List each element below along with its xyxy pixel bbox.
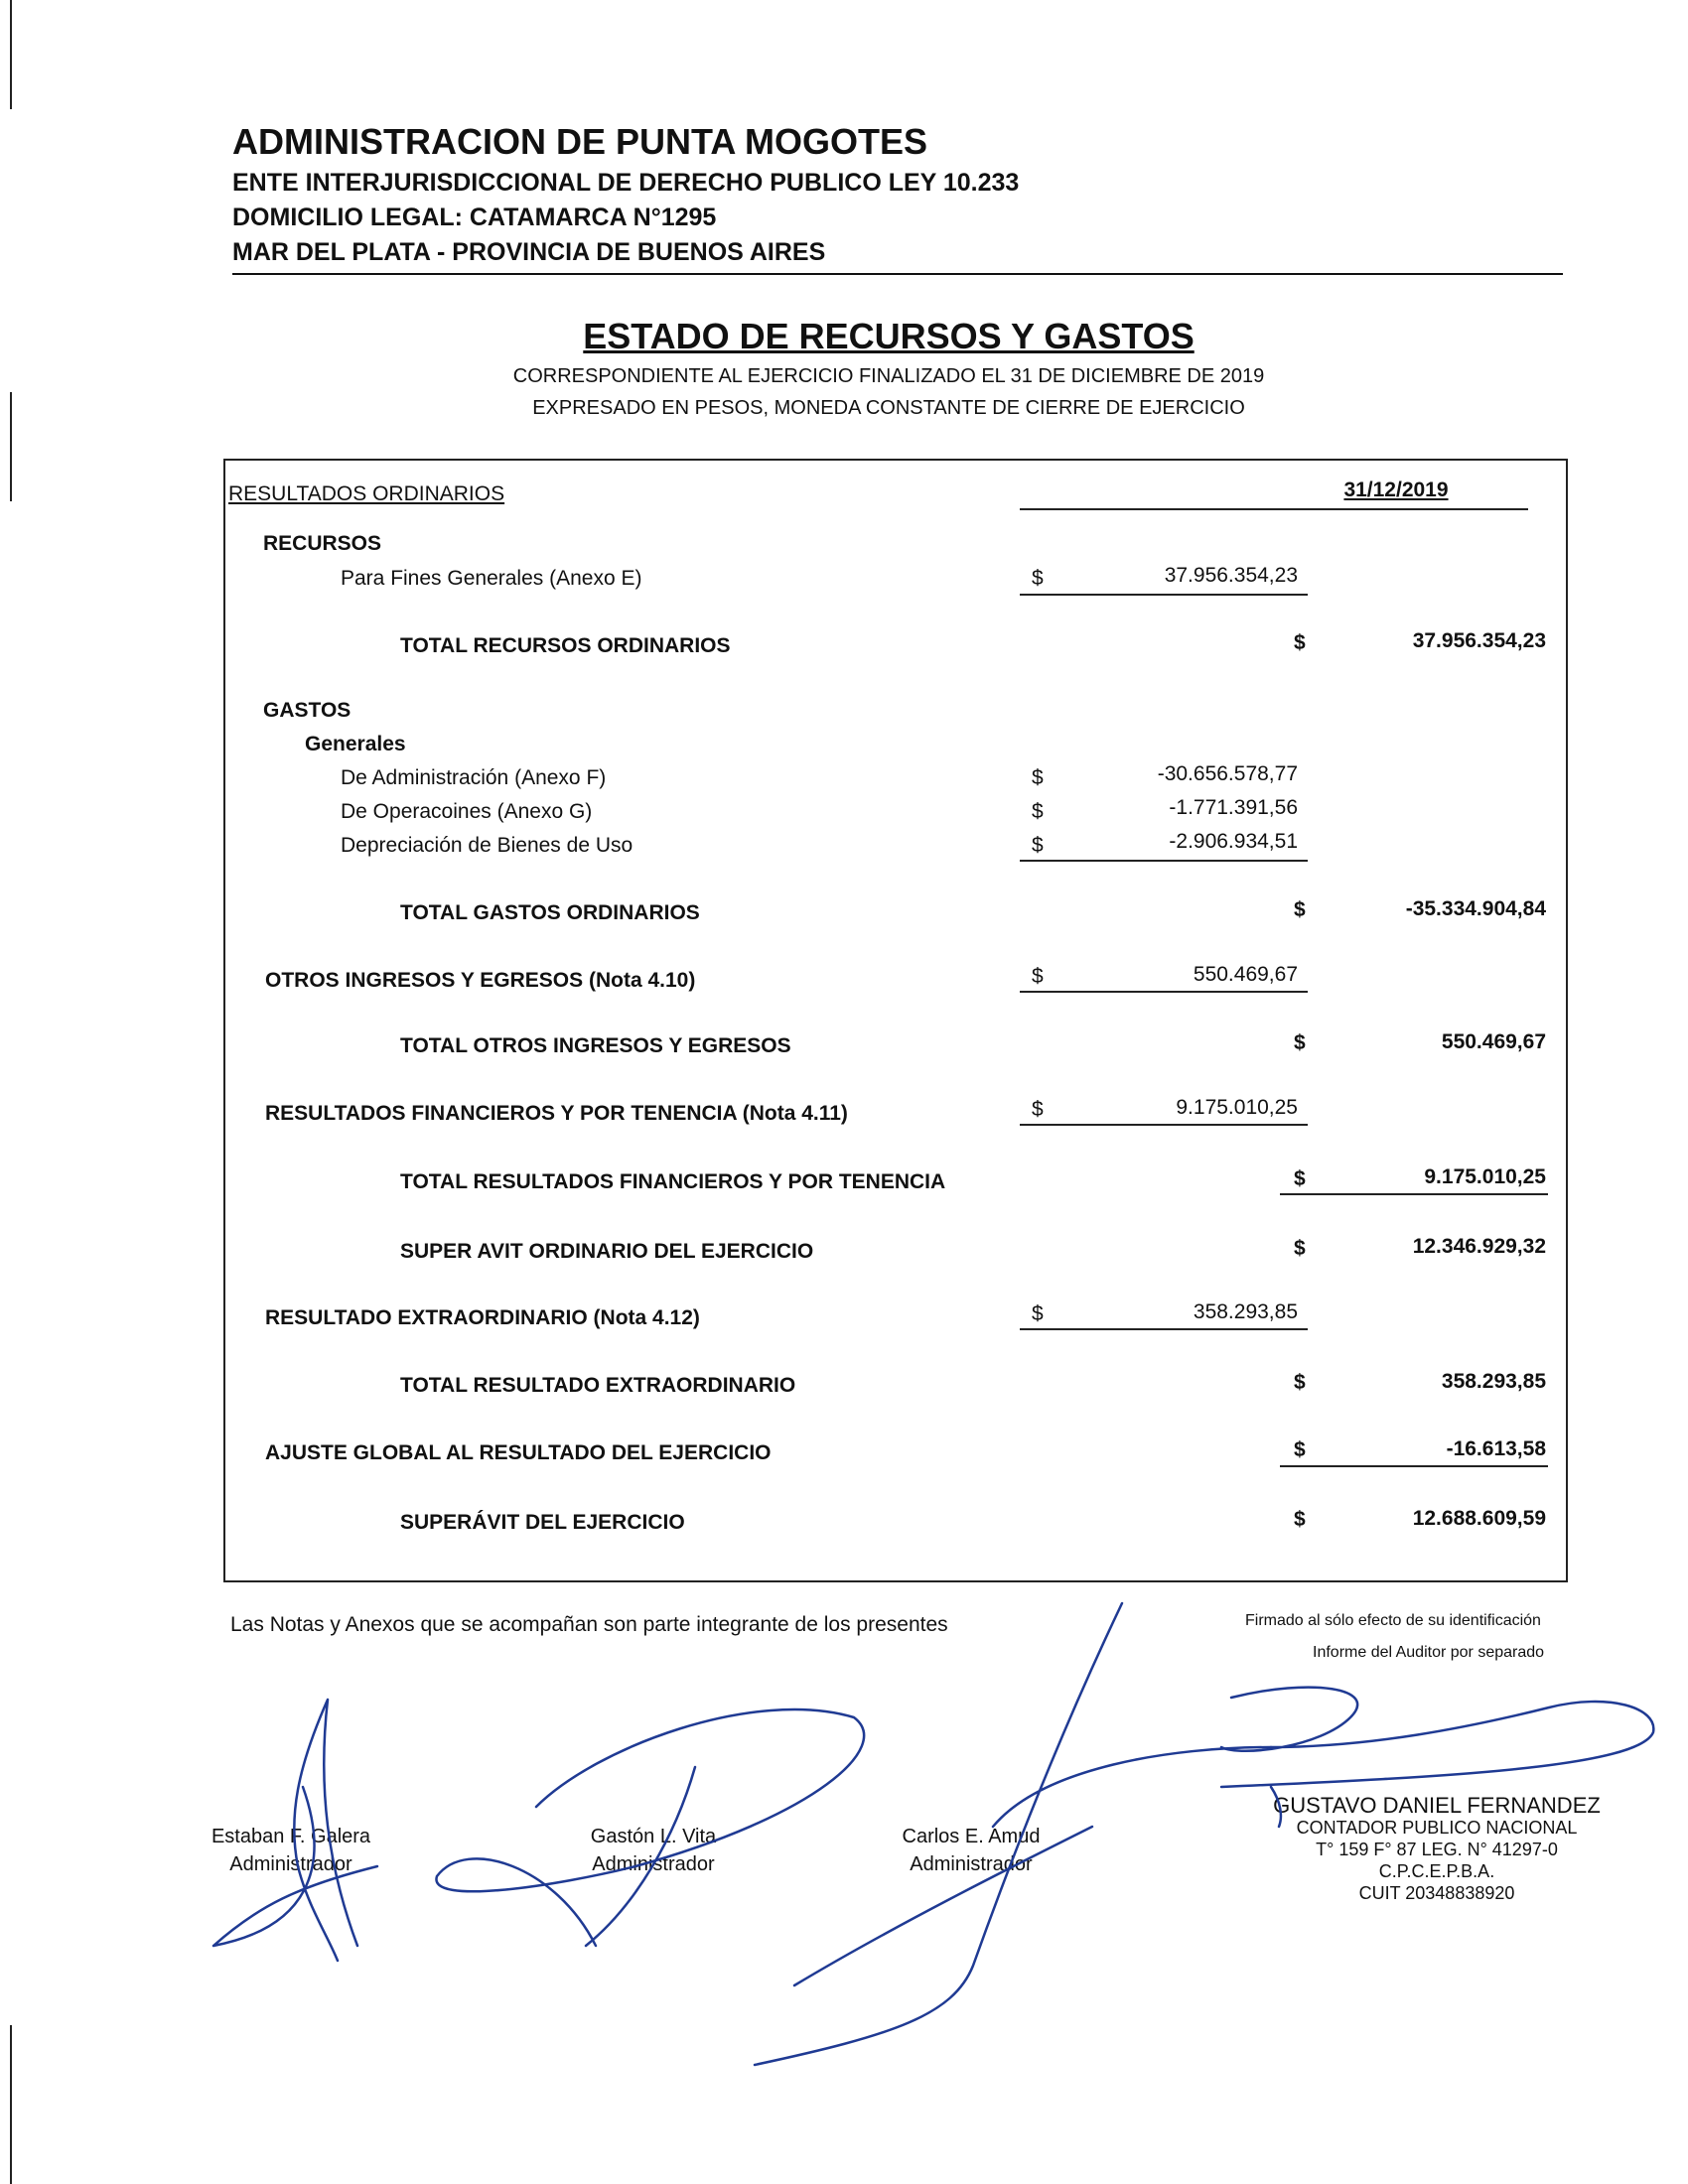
total-gastos-label: TOTAL GASTOS ORDINARIOS	[400, 901, 700, 924]
total-otros-amount: 550.469,67	[1441, 1030, 1546, 1053]
signature-stroke-3	[755, 1603, 1271, 2065]
ajuste-label: AJUSTE GLOBAL AL RESULTADO DEL EJERCICIO	[265, 1441, 772, 1464]
statement-title: ESTADO DE RECURSOS Y GASTOS	[583, 316, 1195, 356]
total-extraordinario-label: TOTAL RESULTADO EXTRAORDINARIO	[400, 1374, 796, 1397]
currency-sign: $	[1294, 898, 1306, 921]
auditor-cuit: CUIT 20348838920	[1358, 1883, 1515, 1903]
currency-sign: $	[1032, 1098, 1044, 1121]
operaciones-label: De Operacoines (Anexo G)	[341, 800, 593, 823]
operaciones-amount: -1.771.391,56	[1169, 796, 1298, 819]
signatory-name: Carlos E. Amud	[902, 1826, 1041, 1847]
depreciacion-amount: -2.906.934,51	[1169, 830, 1298, 853]
signatory-role: Administrador	[592, 1853, 715, 1875]
signatory-role: Administrador	[229, 1853, 352, 1875]
notes-statement: Las Notas y Anexos que se acompañan son parte integrante de los presentes	[230, 1613, 948, 1636]
legal-domicile: DOMICILIO LEGAL: CATAMARCA N°1295	[232, 204, 717, 231]
signature-stroke-auditor	[1221, 1688, 1653, 1827]
financieros-label: RESULTADOS FINANCIEROS Y POR TENENCIA (Nota 4.11)	[265, 1102, 848, 1125]
administracion-amount: -30.656.578,77	[1157, 762, 1298, 785]
administracion-label: De Administración (Anexo F)	[341, 766, 607, 789]
total-recursos-amount: 37.956.354,23	[1412, 629, 1546, 652]
currency-sign: $	[1032, 800, 1044, 823]
fines-generales-label: Para Fines Generales (Anexo E)	[341, 567, 642, 590]
currency-sign: $	[1294, 1508, 1306, 1531]
total-extraordinario-amount: 358.293,85	[1441, 1370, 1546, 1393]
signatory-name: Estaban F. Galera	[211, 1826, 371, 1847]
currency-sign: $	[1294, 1031, 1306, 1054]
currency-sign: $	[1294, 1371, 1306, 1394]
otros-amount: 550.469,67	[1193, 963, 1298, 986]
total-financieros-label: TOTAL RESULTADOS FINANCIEROS Y POR TENENCIA	[400, 1170, 946, 1193]
auditor-title: CONTADOR PUBLICO NACIONAL	[1296, 1818, 1578, 1838]
total-gastos-amount: -35.334.904,84	[1405, 897, 1546, 920]
signed-for-identification-note: Firmado al sólo efecto de su identificación	[1245, 1612, 1541, 1629]
superavit-label: SUPERÁVIT DEL EJERCICIO	[400, 1511, 685, 1534]
gastos-heading: GASTOS	[263, 699, 352, 722]
statement-subtitle-currency: EXPRESADO EN PESOS, MONEDA CONSTANTE DE CIERRE DE EJERCICIO	[532, 397, 1245, 419]
signature-stroke-1	[213, 1700, 377, 1961]
section-label: RESULTADOS ORDINARIOS	[228, 482, 505, 505]
currency-sign: $	[1294, 631, 1306, 654]
total-financieros-amount: 9.175.010,25	[1424, 1165, 1546, 1188]
currency-sign: $	[1032, 567, 1044, 590]
currency-sign: $	[1032, 834, 1044, 857]
signatory-role: Administrador	[910, 1853, 1033, 1875]
superavit-amount: 12.688.609,59	[1412, 1507, 1546, 1530]
currency-sign: $	[1294, 1438, 1306, 1461]
extraordinario-label: RESULTADO EXTRAORDINARIO (Nota 4.12)	[265, 1306, 700, 1329]
recursos-heading: RECURSOS	[263, 532, 382, 555]
auditor-report-note: Informe del Auditor por separado	[1313, 1644, 1545, 1661]
otros-label: OTROS INGRESOS Y EGRESOS (Nota 4.10)	[265, 969, 696, 992]
extraordinario-amount: 358.293,85	[1193, 1300, 1298, 1323]
generales-subheading: Generales	[305, 733, 406, 755]
ajuste-amount: -16.613,58	[1446, 1437, 1546, 1460]
currency-sign: $	[1294, 1167, 1306, 1190]
currency-sign: $	[1032, 965, 1044, 988]
signatory-name: Gastón L. Vita	[590, 1826, 717, 1847]
city-province: MAR DEL PLATA - PROVINCIA DE BUENOS AIRES	[232, 238, 1563, 275]
financieros-amount: 9.175.010,25	[1176, 1096, 1298, 1119]
superavit-ordinario-label: SUPER AVIT ORDINARIO DEL EJERCICIO	[400, 1240, 814, 1263]
currency-sign: $	[1032, 1302, 1044, 1325]
signature-stroke-2	[436, 1709, 864, 1946]
auditor-registration: T° 159 F° 87 LEG. N° 41297-0	[1316, 1840, 1558, 1859]
organization-name: ADMINISTRACION DE PUNTA MOGOTES	[232, 121, 927, 162]
auditor-name: GUSTAVO DANIEL FERNANDEZ	[1273, 1793, 1601, 1818]
auditor-council: C.P.C.E.P.B.A.	[1378, 1861, 1495, 1881]
entity-description: ENTE INTERJURISDICCIONAL DE DERECHO PUBLICO LEY 10.233	[232, 169, 1020, 197]
currency-sign: $	[1032, 766, 1044, 789]
date-header: 31/12/2019	[1343, 478, 1449, 501]
currency-sign: $	[1294, 1237, 1306, 1260]
fines-generales-amount: 37.956.354,23	[1164, 564, 1298, 587]
total-recursos-label: TOTAL RECURSOS ORDINARIOS	[400, 634, 731, 657]
superavit-ordinario-amount: 12.346.929,32	[1412, 1235, 1546, 1258]
total-otros-label: TOTAL OTROS INGRESOS Y EGRESOS	[400, 1034, 791, 1057]
depreciacion-label: Depreciación de Bienes de Uso	[341, 834, 633, 857]
statement-subtitle-period: CORRESPONDIENTE AL EJERCICIO FINALIZADO EL 31 DE DICIEMBRE DE 2019	[512, 365, 1265, 387]
